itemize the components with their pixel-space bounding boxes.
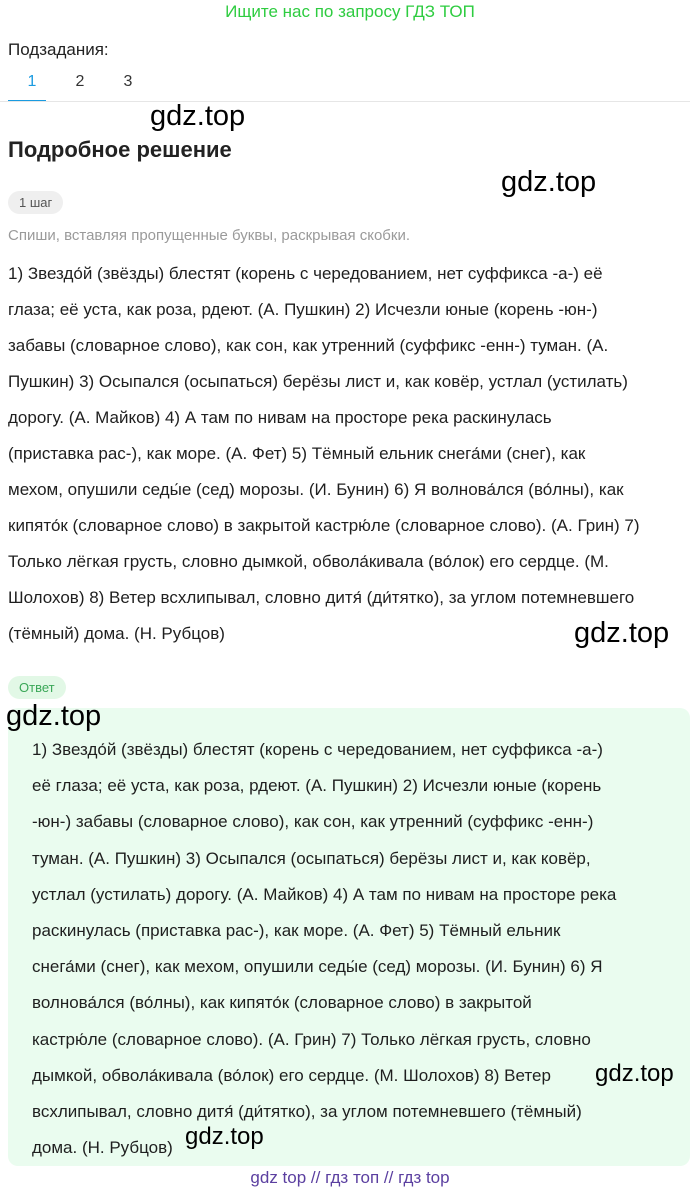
answer-text [32, 732, 682, 1166]
subtasks-label: Подзадания: [8, 40, 109, 59]
answer-line: раскинулась (приставка рас-), как море. (А. Фет) 5) Тёмный ельник [32, 921, 561, 941]
answer-line: кастрю́ле (словарное слово). (А. Грин) 7) Только лёгкая грусть, словно [32, 1029, 591, 1049]
section-title: Подробное решение [8, 137, 232, 162]
tabs-divider [0, 101, 690, 102]
tab-subtask-3[interactable]: 3 [123, 73, 133, 90]
solution-line: (приставка рас-), как море. (А. Фет) 5) Тёмный ельник снега́ми (снег), как [8, 444, 586, 463]
solution-line: Пушкин) 3) Осыпался (осыпаться) берёзы лист и, как ковёр, устлал (устилать) [8, 372, 628, 391]
watermark: gdz.top [150, 100, 246, 132]
answer-line: дома. (Н. Рубцов) [32, 1138, 173, 1158]
task-instruction: Спиши, вставляя пропущенные буквы, раскрывая скобки. [8, 227, 411, 244]
step-badge: 1 шаг [8, 191, 63, 214]
solution-line: (тёмный) дома. (Н. Рубцов) [8, 624, 225, 643]
solution-line: 1) Звездо́й (звёзды) блестят (корень с чередованием, нет суффикса -а-) её [8, 264, 603, 283]
answer-line: устлал (устилать) дорогу. (А. Майков) 4) А там по нивам на просторе река [32, 884, 617, 904]
watermark: gdz.top [595, 1060, 674, 1087]
solution-line: дорогу. (А. Майков) 4) А там по нивам на просторе река раскинулась [8, 408, 552, 427]
tab-subtask-2[interactable]: 2 [75, 73, 85, 90]
footer-watermark: gdz top // гдз топ // гдз top [250, 1168, 450, 1187]
watermark: gdz.top [501, 166, 597, 198]
answer-line: 1) Звездо́й (звёзды) блестят (корень с чередованием, нет суффикса -а-) [32, 740, 603, 759]
promo-banner: Ищите нас по запросу ГДЗ ТОП [225, 2, 475, 21]
watermark: gdz.top [6, 700, 102, 732]
solution-line: кипято́к (словарное слово) в закрытой кастрю́ле (словарное слово). (А. Грин) 7) [8, 516, 640, 535]
answer-badge: Ответ [8, 676, 66, 699]
answer-line: всхлипывал, словно дитя́ (ди́тятко), за углом потемневшего (тёмный) [32, 1102, 582, 1122]
answer-line: -юн-) забавы (словарное слово), как сон, как утренний (суффикс -енн-) [32, 812, 594, 832]
answer-line: туман. (А. Пушкин) 3) Осыпался (осыпаться) берёзы лист и, как ковёр, [32, 848, 591, 868]
answer-line: её глаза; её уста, как роза, рдеют. (А. Пушкин) 2) Исчезли юные (корень [32, 776, 602, 796]
watermark: gdz.top [574, 617, 670, 649]
solution-line: мехом, опушили седы́е (сед) морозы. (И. Бунин) 6) Я волнова́лся (во́лны), как [8, 480, 624, 499]
answer-line: дымкой, обвола́кивала (во́лок) его сердце. (М. Шолохов) 8) Ветер [32, 1065, 551, 1085]
answer-line: волнова́лся (во́лны), как кипято́к (словарное слово) в закрытой [32, 993, 532, 1013]
solution-line: Шолохов) 8) Ветер всхлипывал, словно дитя́ (ди́тятко), за углом потемневшего [8, 588, 635, 607]
answer-line: снега́ми (снег), как мехом, опушили седы́е (сед) морозы. (И. Бунин) 6) Я [32, 957, 603, 977]
solution-line: глаза; её уста, как роза, рдеют. (А. Пушкин) 2) Исчезли юные (корень -юн-) [8, 300, 598, 319]
solution-line: Только лёгкая грусть, словно дымкой, обвола́кивала (во́лок) его сердце. (М. [8, 552, 609, 571]
subtask-tabs [8, 70, 152, 94]
tab-subtask-1[interactable]: 1 [27, 73, 37, 90]
watermark: gdz.top [185, 1123, 264, 1150]
solution-line: забавы (словарное слово), как сон, как утренний (суффикс -енн-) туман. (А. [8, 336, 609, 355]
solution-text [8, 256, 690, 652]
